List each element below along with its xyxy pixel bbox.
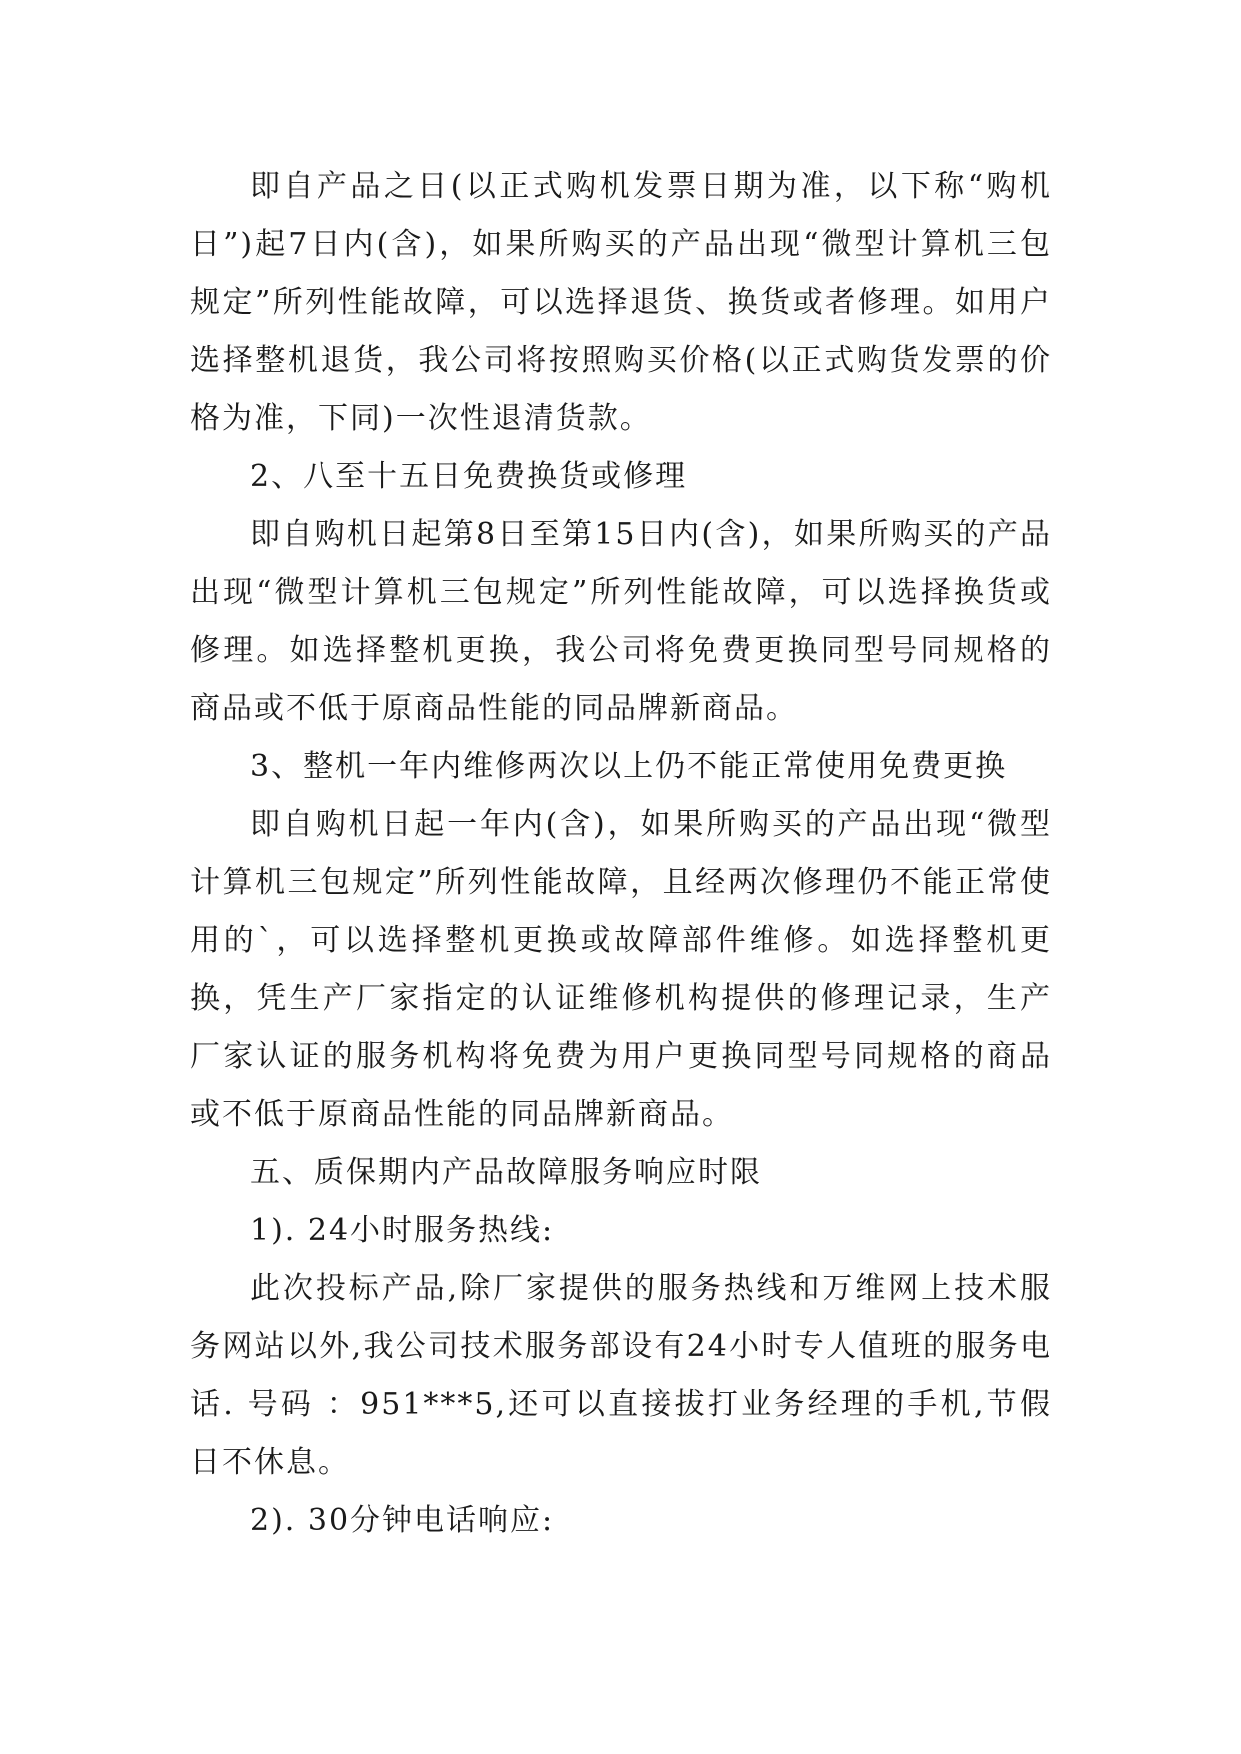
- paragraph-exchange-policy: 即自购机日起第8日至第15日内(含)，如果所购买的产品出现“微型计算机三包规定”所列性能故障，可以选择换货或修理。如选择整机更换，我公司将免费更换同型号同规格的商品或不低于原商品性能的同品牌新商品。: [190, 517, 1052, 726]
- heading-exchange-8-15-days: 2、八至十五日免费换货或修理: [250, 459, 688, 494]
- paragraph-hotline-details: 此次投标产品,除厂家提供的服务热线和万维网上技术服务网站以外,我公司技术服务部设有24小时专人值班的服务电话. 号码 ：951***5,还可以直接拔打业务经理的手机,节假日不休息。: [190, 1271, 1052, 1480]
- paragraph-return-policy: 即自产品之日(以正式购机发票日期为准，以下称“购机日”)起7日内(含)，如果所购买的产品出现“微型计算机三包规定”所列性能故障，可以选择退货、换货或者修理。如用户选择整机退货，我公司将按照购买价格(以正式购货发票的价格为准，下同)一次性退清货款。: [190, 169, 1052, 436]
- heading-one-year-replacement: 3、整机一年内维修两次以上仍不能正常使用免费更换: [250, 749, 1008, 784]
- heading-30min-response: 2). 30分钟电话响应:: [250, 1503, 555, 1538]
- heading-service-response: 五、质保期内产品故障服务响应时限: [250, 1155, 762, 1190]
- paragraph-replacement-policy: 即自购机日起一年内(含)，如果所购买的产品出现“微型计算机三包规定”所列性能故障，且经两次修理仍不能正常使用的`，可以选择整机更换或故障部件维修。如选择整机更换，凭生产厂家指定的认证维修机构提供的修理记录，生产厂家认证的服务机构将免费为用户更换同型号同规格的商品或不低于原商品性能的同品牌新商品。: [190, 807, 1052, 1132]
- document-body: [190, 158, 1052, 1550]
- heading-24h-hotline: 1). 24小时服务热线:: [250, 1213, 555, 1248]
